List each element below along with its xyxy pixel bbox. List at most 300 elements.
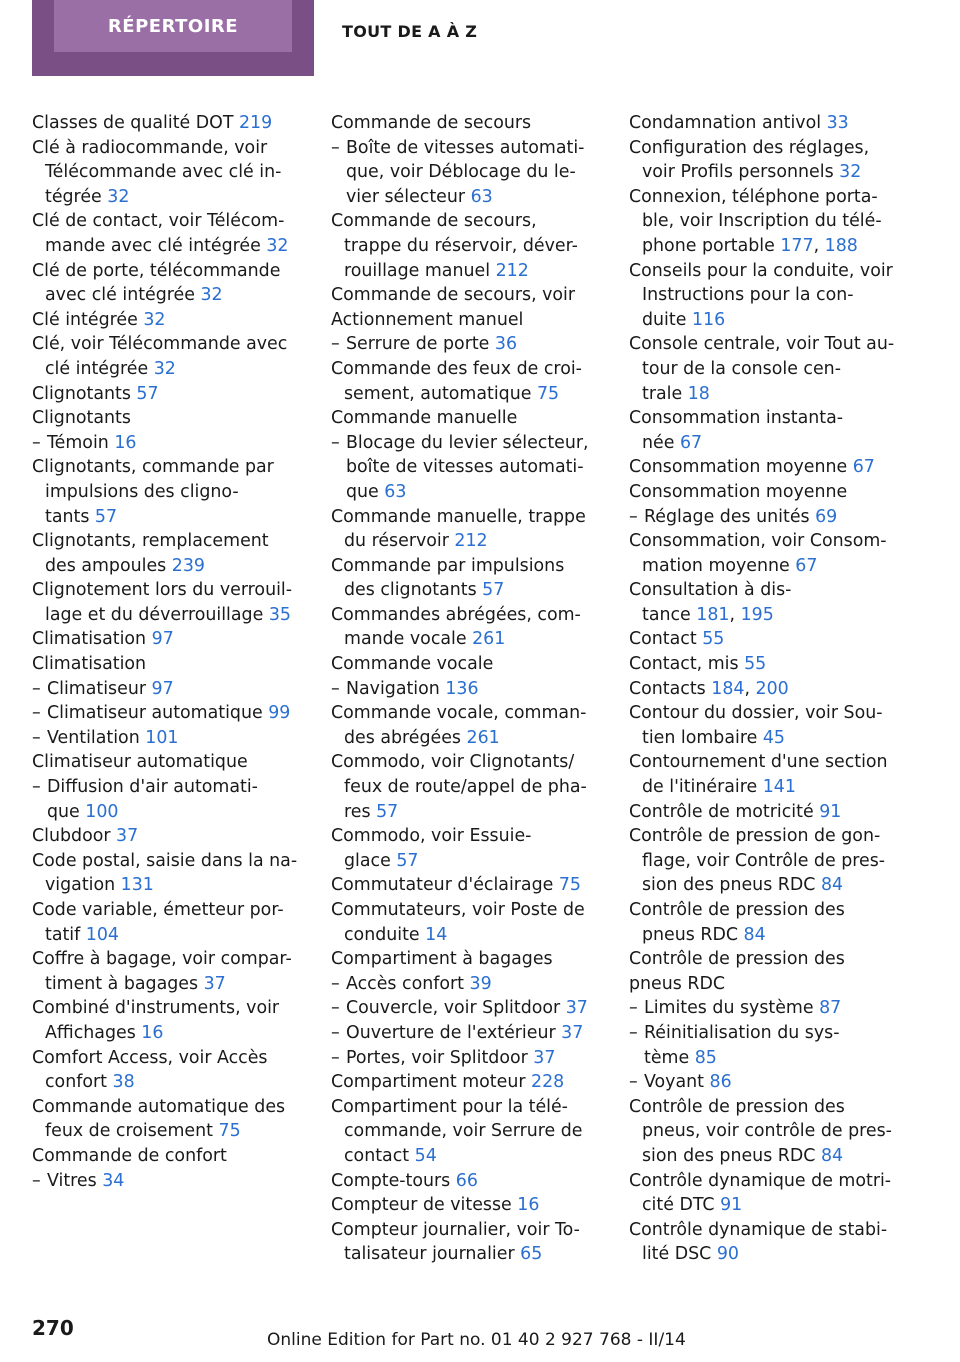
- index-entry: [629, 259, 899, 333]
- entry-text: du réservoir: [344, 531, 449, 552]
- index-entry: [629, 1218, 899, 1267]
- entry-text: Contrôle de pression des: [629, 900, 845, 920]
- index-entry: [32, 1144, 302, 1169]
- entry-text: Portes, voir Splitdoor: [346, 1047, 528, 1068]
- entry-text: voir Profils personnels: [642, 162, 834, 183]
- index-subentry: [331, 1046, 601, 1071]
- index-entry: [32, 529, 302, 578]
- entry-text: Navigation: [346, 678, 440, 699]
- index-subentry: [32, 701, 302, 726]
- entry-text: talisateur journalier: [344, 1244, 515, 1265]
- entry-text: conduite: [344, 924, 420, 945]
- page-link[interactable]: 32: [153, 358, 176, 379]
- entry-text: contact: [344, 1145, 410, 1166]
- page-link[interactable]: 100: [85, 801, 119, 822]
- index-entry: [331, 603, 601, 652]
- index-entry: [32, 1095, 302, 1144]
- entry-text: Climatiseur: [47, 678, 146, 699]
- index-subentry: [331, 136, 601, 210]
- page-number: 270: [32, 1316, 74, 1340]
- page-link[interactable]: 141: [762, 777, 796, 798]
- page-link[interactable]: 37: [533, 1047, 556, 1068]
- entry-text: cité DTC: [642, 1195, 715, 1216]
- page-link[interactable]: 18: [687, 383, 710, 404]
- entry-text: Comfort Access, voir Accès: [32, 1047, 268, 1068]
- page-link[interactable]: 67: [795, 555, 818, 576]
- index-entry: [32, 259, 302, 308]
- index-entry: [32, 136, 302, 210]
- entry-text: Boîte de vitesses automati-: [346, 137, 585, 158]
- index-subentry: [629, 1021, 899, 1070]
- page-link[interactable]: 63: [384, 481, 407, 502]
- page-link[interactable]: 67: [679, 432, 703, 453]
- index-entry: [32, 627, 302, 652]
- entry-text: phone portable: [642, 235, 775, 256]
- entry-text: Contrôle dynamique de motri-: [629, 1170, 892, 1191]
- index-entry: [629, 332, 899, 406]
- page-link[interactable]: 33: [826, 113, 849, 133]
- page-link[interactable]: 57: [376, 801, 399, 822]
- entry-text: tème: [644, 1047, 690, 1068]
- entry-text: boîte de vitesses automati-: [346, 457, 584, 478]
- entry-text: Code variable, émetteur por-: [32, 900, 284, 920]
- entry-text: Commande automatique des: [32, 1096, 286, 1117]
- entry-text: trappe du réservoir, déver-: [344, 235, 578, 256]
- entry-text: feux de route/appel de pha-: [344, 777, 587, 798]
- index-entry: [331, 701, 601, 750]
- page-link[interactable]: 261: [466, 727, 500, 748]
- entry-text: tour de la console cen-: [642, 358, 841, 379]
- index-subentry: [32, 677, 302, 702]
- page-link[interactable]: 104: [85, 924, 119, 945]
- index-entry: [32, 652, 302, 677]
- entry-text: Réinitialisation du sys-: [644, 1022, 840, 1043]
- entry-text: Clé de contact, voir Télécom-: [32, 211, 285, 232]
- index-entry: [331, 652, 601, 677]
- index-subentry: [32, 1169, 302, 1194]
- entry-text: Consommation, voir Consom-: [629, 531, 887, 552]
- page-link[interactable]: 131: [120, 875, 154, 896]
- entry-text: Contour du dossier, voir Sou-: [629, 703, 883, 724]
- entry-text: Commande vocale: [331, 654, 494, 675]
- entry-text: sion des pneus RDC: [642, 1145, 816, 1166]
- entry-text: Compteur de vitesse: [331, 1195, 512, 1216]
- index-entry: [32, 209, 302, 258]
- entry-text: avec clé intégrée: [45, 285, 195, 306]
- entry-text: tants: [45, 506, 90, 527]
- index-entry: [331, 898, 601, 947]
- index-entry: Consultation à dis- tance 181, 195: [629, 580, 792, 625]
- page-link[interactable]: 34: [102, 1170, 125, 1191]
- entry-text: Consommation instanta-: [629, 408, 844, 429]
- entry-text: Clignotants: [32, 383, 131, 404]
- index-entry: [331, 750, 601, 824]
- entry-text: Commande de confort: [32, 1145, 227, 1166]
- entry-text: Commutateur d'éclairage: [331, 875, 554, 896]
- index-entry: [331, 554, 601, 603]
- index-entry: [331, 283, 601, 308]
- index-entry: [629, 824, 899, 898]
- index-entry: [32, 996, 302, 1045]
- page-link[interactable]: 63: [470, 186, 493, 207]
- index-entry: [629, 972, 899, 997]
- page-link[interactable]: 37: [561, 1022, 584, 1043]
- page-link[interactable]: 37: [565, 998, 588, 1019]
- index-entry: [331, 947, 601, 972]
- index-entry: [331, 1095, 601, 1169]
- page-link[interactable]: 32: [839, 162, 862, 183]
- index-entry: [331, 209, 601, 283]
- entry-text: Contrôle de pression de gon-: [629, 826, 881, 847]
- entry-text: des ampoules: [45, 555, 167, 576]
- index-subentry: [331, 431, 601, 505]
- entry-text: feux de croisement: [45, 1121, 213, 1142]
- entry-text: duite: [642, 309, 687, 330]
- entry-text: que: [47, 801, 80, 822]
- index-column-1: [32, 111, 302, 1193]
- entry-text: Commandes abrégées, com-: [331, 604, 581, 625]
- index-entry: [331, 1218, 601, 1267]
- entry-text: Compartiment à bagages: [331, 949, 553, 970]
- page-link[interactable]: 184: [711, 678, 745, 699]
- index-entry: [32, 455, 302, 529]
- entry-text: Classes de qualité DOT: [32, 113, 234, 133]
- index-subentry: [32, 431, 302, 456]
- footer-edition: Online Edition for Part no. 01 40 2 927 768 - II/14: [267, 1330, 686, 1350]
- entry-text: Commodo, voir Clignotants/: [331, 752, 575, 773]
- page-link[interactable]: 261: [472, 629, 506, 650]
- entry-text: Diffusion d'air automati-: [47, 777, 258, 798]
- page-link[interactable]: 66: [455, 1170, 478, 1191]
- entry-text: Climatiseur automatique: [47, 703, 263, 724]
- entry-text: res: [344, 801, 371, 822]
- page-link[interactable]: 87: [819, 998, 842, 1019]
- index-entry: [32, 406, 302, 431]
- index-subentry: [629, 1070, 899, 1095]
- index-entry: [32, 332, 302, 381]
- index-entry: [629, 800, 899, 825]
- page-link[interactable]: 91: [819, 801, 842, 822]
- index-entry: [32, 382, 302, 407]
- entry-text: Commande vocale, comman-: [331, 703, 587, 724]
- page-link[interactable]: 69: [815, 506, 838, 527]
- entry-text: Contacts: [629, 678, 706, 699]
- page-link[interactable]: 212: [454, 531, 488, 552]
- index-entry: Contacts 184, 200: [629, 678, 789, 699]
- entry-text: Télécommande avec clé in-: [45, 162, 282, 183]
- index-entry: [331, 357, 601, 406]
- page-link[interactable]: 67: [852, 457, 875, 478]
- entry-text: Contrôle dynamique de stabi-: [629, 1219, 888, 1240]
- entry-text: que, voir Déblocage du le-: [346, 162, 576, 183]
- entry-text: Clé de porte, télécommande: [32, 260, 281, 281]
- entry-text: Serrure de porte: [346, 334, 490, 355]
- index-subentry: [32, 726, 302, 751]
- entry-text: Limites du système: [644, 998, 814, 1019]
- page-link[interactable]: 101: [145, 727, 179, 748]
- index-entry: [32, 1046, 302, 1095]
- tab-repertoire-label: RÉPERTOIRE: [54, 0, 292, 52]
- entry-text: Clé à radiocommande, voir: [32, 137, 268, 158]
- entry-text: Clignotants, commande par: [32, 457, 274, 478]
- page-link[interactable]: 57: [94, 506, 118, 527]
- page-link[interactable]: 84: [743, 924, 766, 945]
- index-entry: [331, 1193, 601, 1218]
- entry-text: glace: [344, 850, 391, 871]
- index-entry: [32, 750, 302, 775]
- page-link[interactable]: 32: [200, 285, 223, 306]
- page-link[interactable]: 91: [720, 1195, 743, 1216]
- entry-text: Vitres: [47, 1170, 97, 1191]
- entry-text: tien lombaire: [642, 727, 758, 748]
- index-entry: [629, 1169, 899, 1218]
- index-entry: [629, 627, 899, 652]
- entry-text: Consultation à dis-: [629, 580, 792, 601]
- page-link[interactable]: 84: [820, 875, 844, 896]
- index-entry: [331, 1070, 601, 1095]
- index-subentry: [331, 972, 601, 997]
- entry-text: Réglage des unités: [644, 506, 810, 527]
- entry-text: Contrôle de pression des: [629, 949, 845, 970]
- page-link[interactable]: 37: [116, 826, 139, 847]
- index-entry: [629, 111, 899, 136]
- entry-text: ble, voir Inscription du télé-: [642, 211, 882, 232]
- page-link[interactable]: 195: [740, 604, 774, 625]
- index-entry: [32, 898, 302, 947]
- index-entry: [629, 701, 899, 750]
- index-entry: [629, 750, 899, 799]
- entry-text: pneus RDC: [642, 924, 738, 945]
- index-subentry: [331, 1021, 601, 1046]
- page-link[interactable]: 39: [469, 973, 492, 994]
- index-subentry: [331, 332, 601, 357]
- index-subentry: [629, 996, 899, 1021]
- entry-text: tatif: [45, 924, 81, 945]
- entry-text: Contact, mis: [629, 654, 739, 675]
- page-link[interactable]: 90: [716, 1244, 739, 1265]
- entry-text: Connexion, téléphone porta-: [629, 186, 878, 207]
- page-link[interactable]: 84: [820, 1145, 844, 1166]
- page-link[interactable]: 54: [414, 1145, 437, 1166]
- entry-text: Contournement d'une section: [629, 752, 888, 773]
- entry-text: mande vocale: [344, 629, 467, 650]
- index-entry: [629, 947, 899, 972]
- page-link[interactable]: 181: [696, 604, 730, 625]
- entry-text: Contrôle de motricité: [629, 801, 814, 822]
- entry-text: vier sélecteur: [346, 186, 466, 207]
- page-link[interactable]: 37: [203, 973, 226, 994]
- page-link[interactable]: 14: [425, 924, 448, 945]
- page-link[interactable]: 45: [762, 727, 785, 748]
- entry-text: commande, voir Serrure de: [344, 1121, 583, 1142]
- page-link[interactable]: 99: [268, 703, 291, 724]
- entry-text: pneus RDC: [629, 973, 725, 994]
- entry-text: Combiné d'instruments, voir: [32, 998, 280, 1019]
- index-entry: [629, 455, 899, 480]
- entry-text: Compteur journalier, voir To-: [331, 1219, 580, 1240]
- page-link[interactable]: 57: [482, 580, 505, 601]
- index-subentry: [629, 505, 899, 530]
- entry-text: Commande manuelle, trappe: [331, 506, 586, 527]
- entry-text: Commutateurs, voir Poste de: [331, 900, 585, 920]
- page-link[interactable]: 177: [780, 235, 814, 256]
- page-link[interactable]: 32: [266, 235, 289, 256]
- page-link[interactable]: 55: [702, 629, 725, 650]
- entry-text: mande avec clé intégrée: [45, 235, 261, 256]
- entry-text: Clubdoor: [32, 826, 111, 847]
- index-entry: [331, 505, 601, 554]
- index-column-3: [629, 111, 899, 1267]
- index-entry: [32, 308, 302, 333]
- index-subentry: [32, 775, 302, 824]
- entry-text: Actionnement manuel: [331, 309, 524, 330]
- index-entry: [32, 824, 302, 849]
- index-entry: [331, 406, 601, 431]
- entry-text: lage et du déverrouillage: [45, 604, 264, 625]
- entry-text: sement, automatique: [344, 383, 532, 404]
- index-subentry: [331, 677, 601, 702]
- entry-text: Clé, voir Télécommande avec: [32, 334, 288, 355]
- index-entry: [32, 578, 302, 627]
- entry-text: de l'itinéraire: [642, 777, 758, 798]
- entry-text: Coffre à bagage, voir compar-: [32, 949, 292, 970]
- entry-text: mation moyenne: [642, 555, 790, 576]
- entry-text: Compartiment moteur: [331, 1072, 526, 1093]
- index-entry: [331, 1169, 601, 1194]
- entry-text: Commande des feux de croi-: [331, 358, 582, 379]
- page-link[interactable]: 219: [238, 113, 273, 133]
- entry-text: Climatiseur automatique: [32, 752, 248, 773]
- page-link[interactable]: 200: [755, 678, 789, 699]
- page-link[interactable]: 97: [151, 629, 174, 650]
- index-entry: [32, 849, 302, 898]
- entry-text: Commande par impulsions: [331, 555, 565, 576]
- entry-text: Ouverture de l'extérieur: [346, 1022, 556, 1043]
- page-link[interactable]: 116: [691, 309, 726, 330]
- entry-text: Conseils pour la conduite, voir: [629, 260, 893, 281]
- page-link[interactable]: 32: [143, 309, 166, 330]
- entry-text: Configuration des réglages,: [629, 137, 870, 158]
- entry-text: Instructions pour la con-: [642, 285, 854, 306]
- index-entry: [629, 136, 899, 185]
- entry-text: Clignotants, remplacement: [32, 531, 269, 552]
- index-entry: [629, 480, 899, 505]
- entry-text: Blocage du levier sélecteur,: [346, 432, 589, 453]
- tab-repertoire[interactable]: [32, 0, 314, 76]
- entry-text: des clignotants: [344, 580, 477, 601]
- page-link[interactable]: 75: [218, 1121, 241, 1142]
- page-link[interactable]: 38: [112, 1072, 135, 1093]
- page-link[interactable]: 239: [171, 555, 205, 576]
- entry-text: Clignotants: [32, 408, 131, 429]
- entry-text: Consommation moyenne: [629, 457, 848, 478]
- entry-text: clé intégrée: [45, 358, 149, 379]
- entry-text: pneus, voir contrôle de pres-: [642, 1121, 892, 1142]
- page-link[interactable]: 57: [396, 850, 419, 871]
- page-link[interactable]: 36: [494, 334, 518, 355]
- entry-text: confort: [45, 1072, 107, 1093]
- page-link[interactable]: 16: [114, 432, 137, 453]
- page-link[interactable]: 188: [824, 235, 858, 256]
- page-link[interactable]: 228: [531, 1072, 565, 1093]
- entry-text: Code postal, saisie dans la na-: [32, 850, 298, 871]
- entry-text: Commande de secours,: [331, 211, 537, 232]
- entry-text: Compartiment pour la télé-: [331, 1096, 568, 1117]
- entry-text: Accès confort: [346, 973, 464, 994]
- entry-text: rouillage manuel: [344, 260, 491, 281]
- page-link[interactable]: 65: [520, 1244, 543, 1265]
- entry-text: trale: [642, 383, 683, 404]
- entry-text: née: [642, 432, 675, 453]
- entry-text: Commodo, voir Essuie-: [331, 826, 532, 847]
- index-entry: [629, 652, 899, 677]
- index-subentry: [331, 996, 601, 1021]
- page-link[interactable]: 86: [709, 1072, 732, 1093]
- page-link[interactable]: 85: [694, 1047, 717, 1068]
- entry-text: flage, voir Contrôle de pres-: [642, 850, 886, 871]
- page-link[interactable]: 32: [107, 186, 130, 207]
- entry-text: Couvercle, voir Splitdoor: [346, 998, 561, 1019]
- entry-text: Climatisation: [32, 654, 147, 675]
- entry-text: timent à bagages: [45, 973, 199, 994]
- index-entry: [331, 873, 601, 898]
- page-link[interactable]: 75: [558, 875, 581, 896]
- page-link[interactable]: 55: [744, 654, 767, 675]
- tab-tout-de-a-a-z[interactable]: TOUT DE A À Z: [342, 22, 478, 41]
- index-entry: Connexion, téléphone porta- ble, voir Inscription du télé- phone portable 177, 188: [629, 186, 882, 256]
- page-link[interactable]: 97: [151, 678, 174, 699]
- index-entry: [629, 1095, 899, 1169]
- page-link[interactable]: 16: [517, 1195, 540, 1216]
- page-link[interactable]: 16: [141, 1022, 164, 1043]
- entry-text: Compte-tours: [331, 1170, 451, 1191]
- index-entry: [331, 308, 601, 333]
- index-entry: [331, 824, 601, 873]
- page-link[interactable]: 35: [268, 604, 291, 625]
- entry-text: que: [346, 481, 379, 502]
- entry-text: Commande manuelle: [331, 408, 518, 429]
- page-link[interactable]: 136: [445, 678, 479, 699]
- entry-text: Clignotement lors du verrouil-: [32, 580, 293, 601]
- entry-text: vigation: [45, 875, 116, 896]
- index-column-2: [331, 111, 601, 1267]
- entry-text: Contrôle de pression des: [629, 1096, 845, 1117]
- entry-text: tance: [642, 604, 691, 625]
- entry-text: Console centrale, voir Tout au-: [629, 334, 895, 355]
- entry-text: Voyant: [644, 1072, 704, 1093]
- entry-text: Commande de secours, voir: [331, 285, 576, 306]
- page-link[interactable]: 75: [536, 383, 560, 404]
- entry-text: Consommation moyenne: [629, 481, 848, 502]
- entry-text: Commande de secours: [331, 113, 532, 133]
- entry-text: lité DSC: [642, 1244, 712, 1265]
- entry-text: sion des pneus RDC: [642, 875, 816, 896]
- index-entry: [629, 529, 899, 578]
- index-entry: [32, 111, 302, 136]
- index-entry: [32, 947, 302, 996]
- entry-text: tégrée: [45, 186, 102, 207]
- index-entry: [331, 111, 601, 136]
- page-link[interactable]: 57: [136, 383, 159, 404]
- entry-text: impulsions des cligno-: [45, 481, 239, 502]
- entry-text: Témoin: [47, 432, 109, 453]
- entry-text: Condamnation antivol: [629, 113, 822, 133]
- entry-text: Ventilation: [47, 727, 140, 748]
- page-header: [0, 0, 960, 76]
- page-link[interactable]: 212: [495, 260, 529, 281]
- entry-text: des abrégées: [344, 727, 461, 748]
- index-entry: [629, 898, 899, 947]
